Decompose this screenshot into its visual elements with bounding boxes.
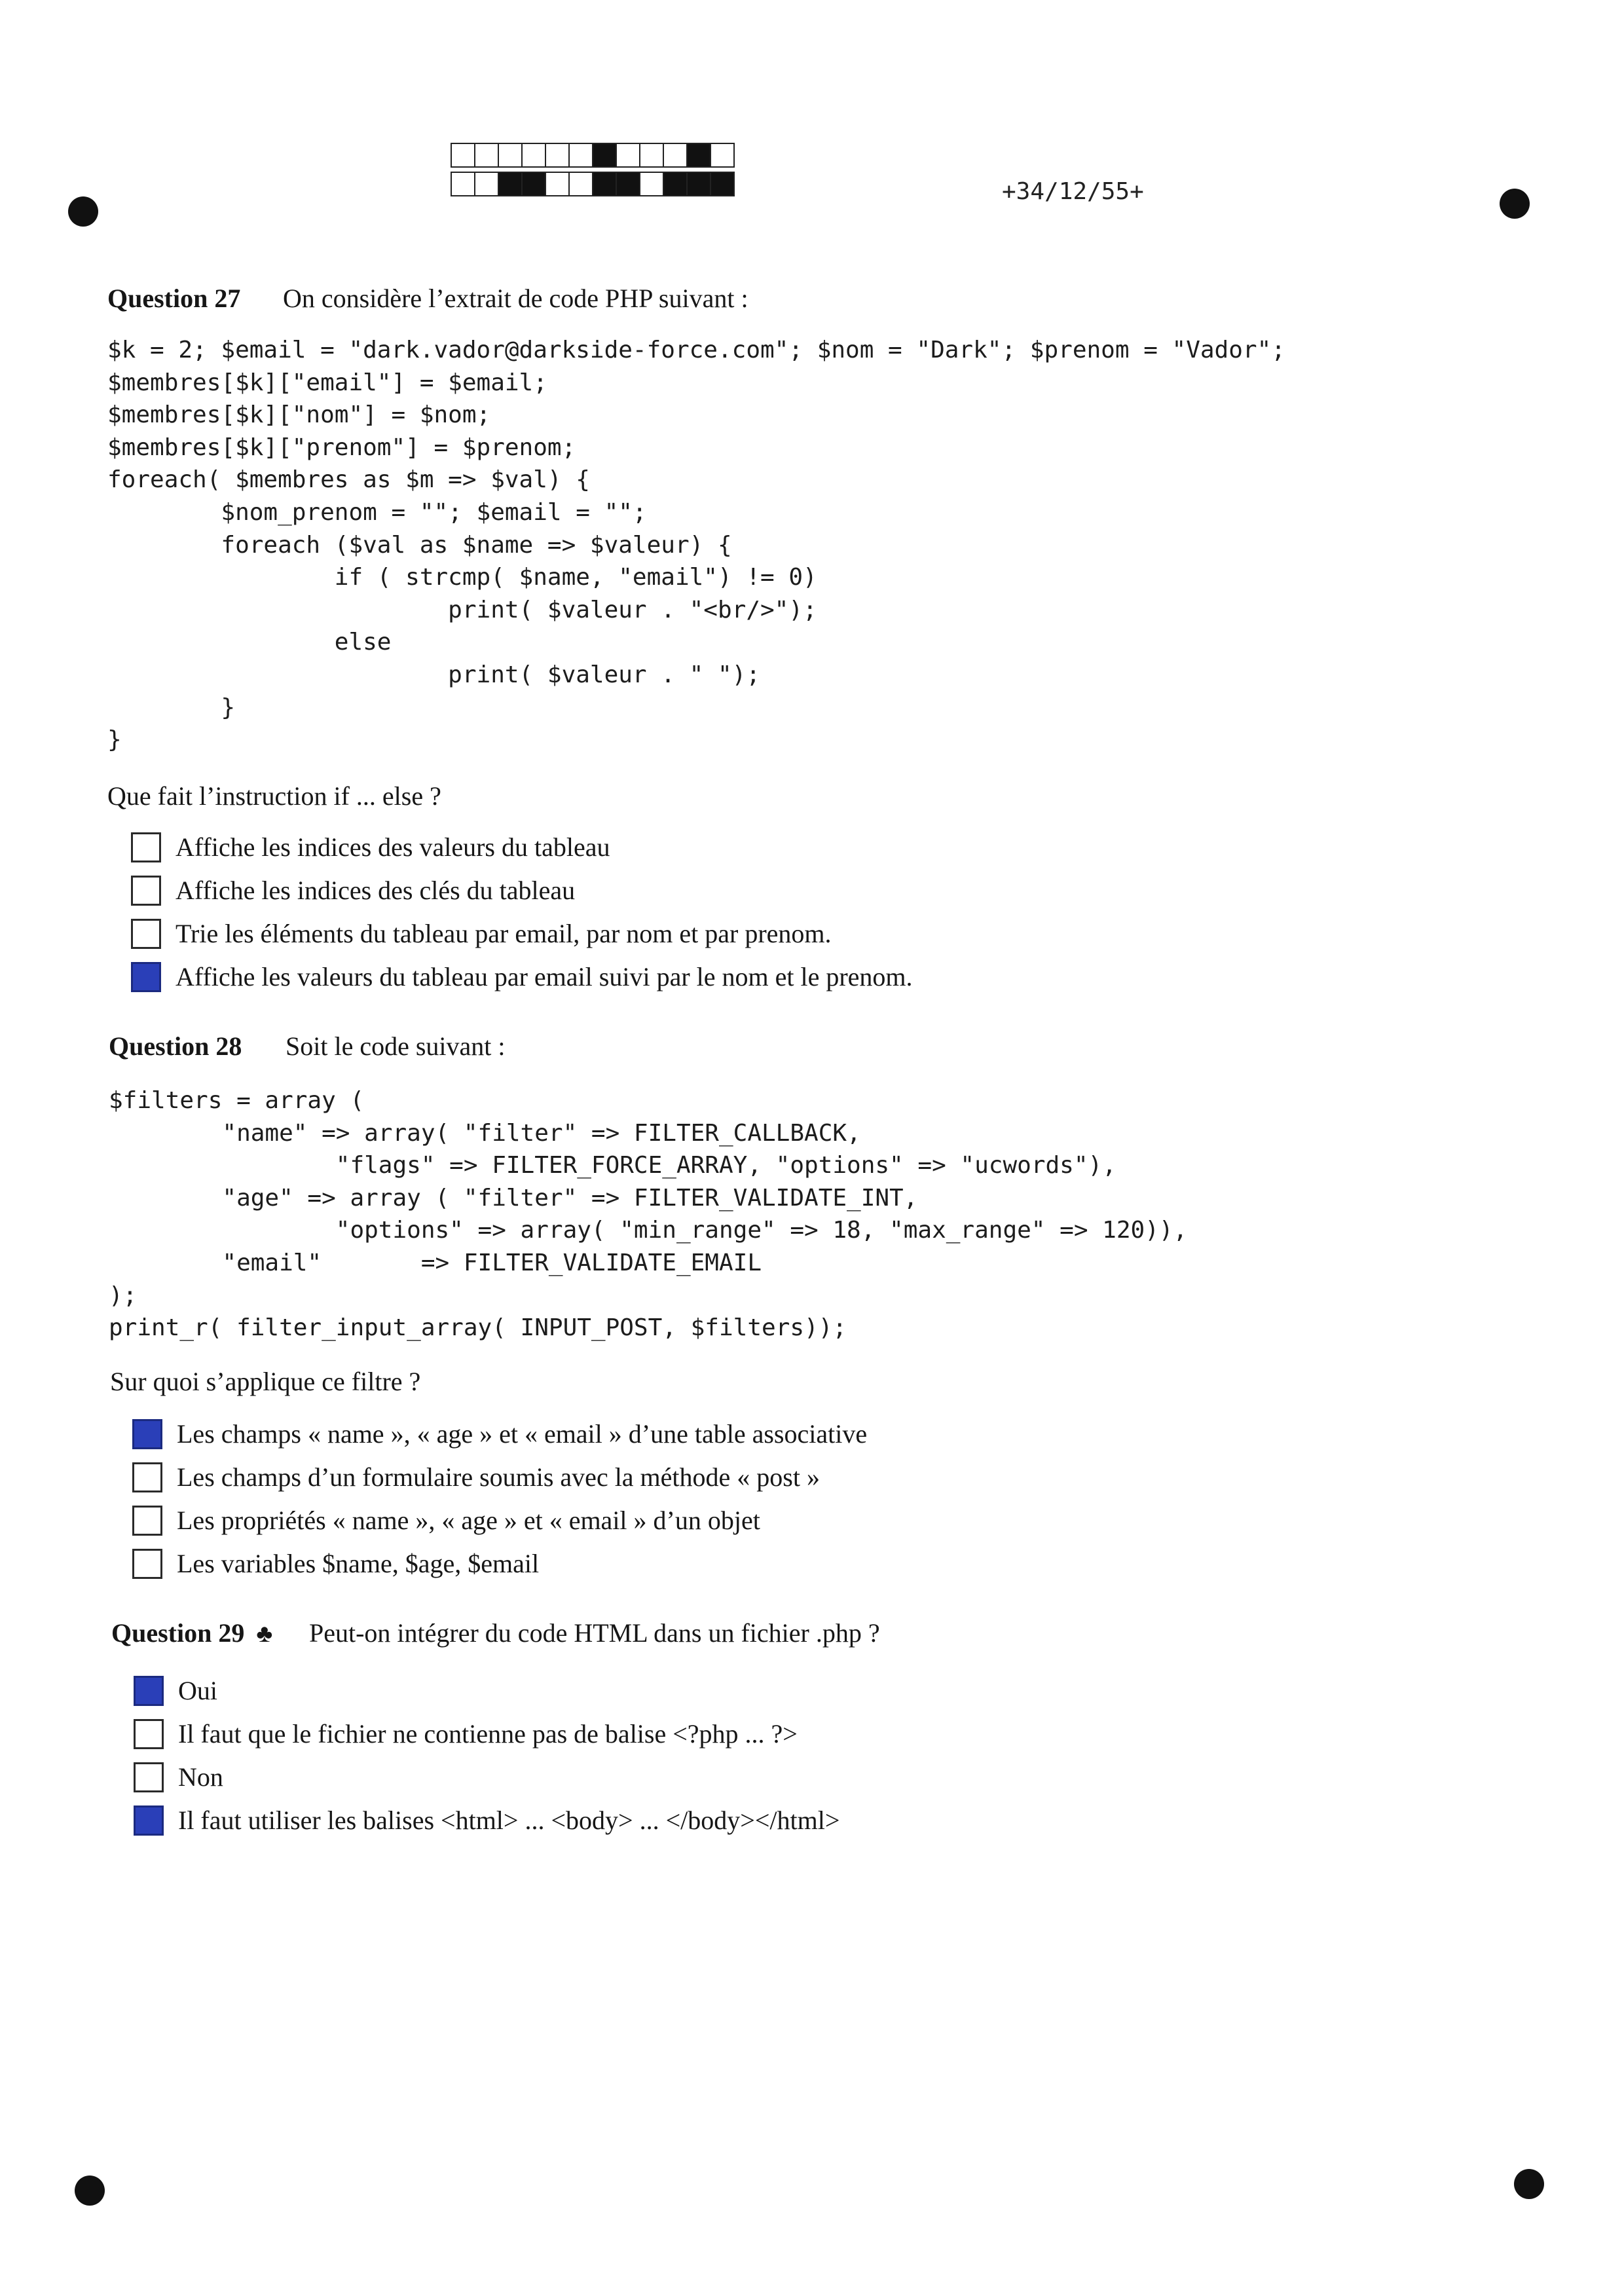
- question-label: Question 28: [109, 1031, 242, 1061]
- answer-option[interactable]: [131, 961, 913, 992]
- answer-option[interactable]: [132, 1505, 760, 1536]
- answer-checkbox[interactable]: [131, 919, 161, 949]
- answer-text: Il faut utiliser les balises <html> ... <body> ... </body></html>: [178, 1805, 840, 1835]
- answer-option[interactable]: [132, 1548, 539, 1579]
- sheet-id: +34/12/55+: [1002, 178, 1144, 205]
- answer-checkbox[interactable]: [134, 1676, 164, 1706]
- answer-checkbox[interactable]: [132, 1506, 162, 1536]
- answer-text: Les champs d’un formulaire soumis avec la méthode « post »: [177, 1462, 820, 1492]
- answer-text: Affiche les indices des clés du tableau: [175, 876, 576, 905]
- question-label: Question 29: [111, 1618, 245, 1648]
- answer-text: Les propriétés « name », « age » et « email » d’un objet: [177, 1506, 760, 1535]
- answer-option[interactable]: [131, 875, 575, 906]
- registration-mark-top-right: [1500, 189, 1530, 219]
- answer-option[interactable]: [134, 1718, 798, 1749]
- question-label: Question 27: [107, 284, 241, 313]
- barcode-row-2: [451, 172, 733, 198]
- answer-text: Les champs « name », « age » et « email » d’une table associative: [177, 1419, 868, 1449]
- answer-option[interactable]: [131, 832, 610, 862]
- answer-option[interactable]: [134, 1762, 223, 1792]
- question-text: On considère l’extrait de code PHP suivant :: [283, 284, 748, 313]
- barcode-row-1: [451, 143, 733, 169]
- answer-checkbox[interactable]: [131, 876, 161, 906]
- question-28-header: [109, 1031, 506, 1062]
- answer-checkbox[interactable]: [132, 1549, 162, 1579]
- answer-text: Trie les éléments du tableau par email, par nom et par prenom.: [175, 919, 832, 948]
- question-28-code: $filters = array ( "name" => array( "filter" => FILTER_CALLBACK, "flags" => FILTER_FORCE_ARRAY, "options" => "ucwords"), "age" => array ( "filter" => FILTER_VALIDATE_INT, "options" => array( "min_range" => 18, "max_range" => 120)), "email" => FILTER_VALIDATE_EMAIL ); print_r( filter_input_array( INPUT_POST, $filters));: [109, 1087, 1188, 1342]
- answer-text: Affiche les valeurs du tableau par email suivi par le nom et le prenom.: [175, 962, 913, 991]
- question-27-header: [107, 283, 748, 314]
- answer-text: Il faut que le fichier ne contienne pas de balise <?php ... ?>: [178, 1719, 798, 1749]
- club-icon: ♣: [256, 1620, 273, 1648]
- answer-text: Affiche les indices des valeurs du tableau: [175, 832, 610, 862]
- answer-checkbox[interactable]: [132, 1462, 162, 1492]
- answer-checkbox[interactable]: [131, 832, 161, 862]
- sheet-barcode: [451, 143, 733, 200]
- answer-option[interactable]: [132, 1418, 867, 1449]
- registration-mark-top-left: [68, 196, 98, 227]
- answer-option[interactable]: [131, 918, 832, 949]
- answer-option[interactable]: [134, 1805, 840, 1836]
- answer-option[interactable]: [132, 1462, 820, 1492]
- registration-mark-bottom-right: [1514, 2169, 1544, 2199]
- question-29-header: [111, 1618, 880, 1648]
- question-27-code: $k = 2; $email = "dark.vador@darkside-force.com"; $nom = "Dark"; $prenom = "Vador"; $membres[$k]["email"] = $email; $membres[$k]["nom"] = $nom; $membres[$k]["prenom"] = $prenom; foreach( $membres as $m => $val) { $nom_prenom = ""; $email = ""; foreach ($val as $name => $valeur) { if ( strcmp( $name, "email") != 0) print( $valeur . "<br/>"); else print( $valeur . " "); } }: [107, 337, 1285, 754]
- answer-checkbox[interactable]: [134, 1719, 164, 1749]
- answer-text: Non: [178, 1762, 223, 1792]
- answer-checkbox[interactable]: [132, 1419, 162, 1449]
- answer-checkbox[interactable]: [131, 962, 161, 992]
- question-text: Peut-on intégrer du code HTML dans un fichier .php ?: [309, 1618, 880, 1648]
- answer-option[interactable]: [134, 1675, 217, 1706]
- question-text: Soit le code suivant :: [286, 1031, 506, 1061]
- answer-checkbox[interactable]: [134, 1762, 164, 1792]
- question-28-prompt: Sur quoi s’applique ce filtre ?: [110, 1367, 421, 1396]
- question-27-prompt: Que fait l’instruction if ... else ?: [107, 781, 441, 811]
- answer-checkbox[interactable]: [134, 1805, 164, 1836]
- registration-mark-bottom-left: [75, 2176, 105, 2206]
- answer-text: Oui: [178, 1676, 217, 1705]
- answer-text: Les variables $name, $age, $email: [177, 1549, 540, 1578]
